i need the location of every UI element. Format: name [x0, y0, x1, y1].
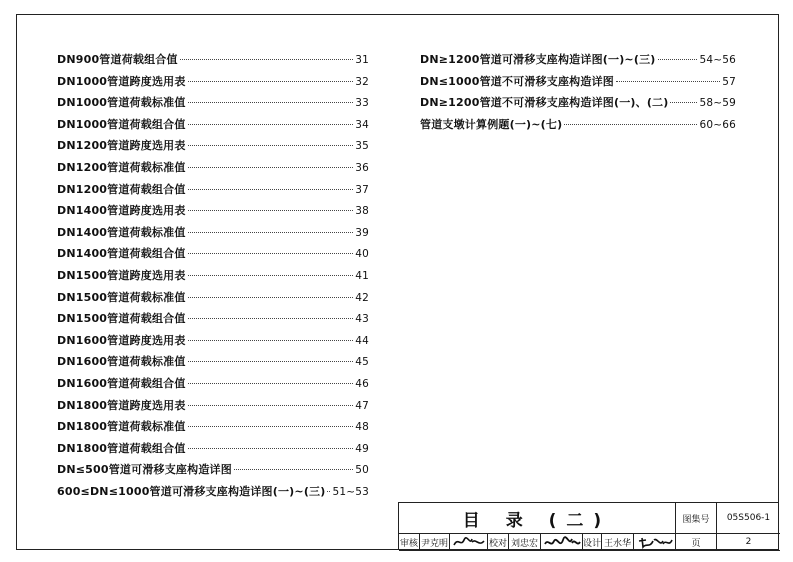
toc-entry-title: DN1600管道跨度选用表 — [57, 333, 186, 347]
toc-entry — [57, 73, 369, 95]
toc-entry-title: DN≤500管道可滑移支座构造详图 — [57, 463, 232, 477]
toc-entry-page: 50 — [355, 464, 369, 477]
designer-name: 王水华 — [602, 534, 634, 551]
toc-entry — [57, 332, 369, 354]
toc-entry — [57, 418, 369, 440]
toc-entry-title: DN≥1200管道不可滑移支座构造详图(一)、(二) — [420, 96, 669, 110]
toc-leader-dots — [658, 59, 698, 60]
toc-leader-dots — [188, 361, 354, 362]
toc-entry-page: 33 — [355, 97, 369, 110]
toc-entry-title: DN1800管道荷载标准值 — [57, 420, 186, 434]
toc-entry-page: 41 — [355, 269, 369, 282]
toc-entry-title: DN1400管道跨度选用表 — [57, 204, 186, 218]
reviewer-name: 尹克明 — [420, 534, 450, 551]
toc-entry — [420, 94, 736, 116]
toc-entry-page: 48 — [355, 421, 369, 434]
toc-entry-title: DN1400管道荷载组合值 — [57, 247, 186, 261]
toc-entry — [57, 310, 369, 332]
toc-entry-page: 37 — [355, 183, 369, 196]
toc-entry — [57, 224, 369, 246]
review-label: 审核 — [399, 534, 420, 551]
toc-leader-dots — [188, 102, 354, 103]
atlas-label: 图集号 — [676, 503, 717, 534]
toc-entry — [57, 116, 369, 138]
toc-left-column — [57, 51, 369, 504]
toc-entry-page: 58~59 — [699, 97, 736, 110]
toc-entry — [57, 202, 369, 224]
toc-entry-title: DN1200管道跨度选用表 — [57, 139, 186, 153]
toc-entry-title: DN1600管道荷载标准值 — [57, 355, 186, 369]
toc-entry — [57, 245, 369, 267]
toc-entry — [420, 116, 736, 138]
designer-signature — [634, 534, 676, 551]
toc-leader-dots — [188, 340, 354, 341]
toc-entry-title: 600≤DN≤1000管道可滑移支座构造详图(一)~(三) — [57, 484, 326, 498]
toc-entry-title: DN1800管道荷载组合值 — [57, 441, 186, 455]
toc-leader-dots — [188, 253, 354, 254]
toc-entry — [57, 94, 369, 116]
toc-entry-page: 35 — [355, 140, 369, 153]
toc-leader-dots — [188, 189, 354, 190]
toc-entry-page: 49 — [355, 442, 369, 455]
toc-entry-title: DN1200管道荷载组合值 — [57, 182, 186, 196]
toc-leader-dots — [616, 81, 720, 82]
atlas-number: 05S506-1 — [717, 503, 780, 534]
toc-leader-dots — [188, 426, 354, 427]
design-label: 设计 — [583, 534, 602, 551]
toc-entry — [57, 353, 369, 375]
toc-entry-page: 45 — [355, 356, 369, 369]
page-number: 2 — [717, 534, 780, 551]
toc-entry-title: DN≥1200管道可滑移支座构造详图(一)~(三) — [420, 53, 656, 66]
reviewer-signature — [450, 534, 488, 551]
toc-entry — [57, 267, 369, 289]
toc-entry-page: 40 — [355, 248, 369, 261]
toc-entry-page: 57 — [722, 75, 736, 88]
toc-entry — [57, 375, 369, 397]
toc-entry-title: DN1400管道荷载标准值 — [57, 225, 186, 239]
toc-entry-title: DN1800管道跨度选用表 — [57, 398, 186, 412]
toc-entry-title: DN1500管道跨度选用表 — [57, 268, 186, 282]
toc-leader-dots — [188, 145, 354, 146]
toc-entry-page: 38 — [355, 205, 369, 218]
toc-leader-dots — [188, 167, 354, 168]
toc-entry — [57, 397, 369, 419]
toc-leader-dots — [188, 448, 354, 449]
toc-entry-page: 47 — [355, 399, 369, 412]
toc-entry-page: 39 — [355, 226, 369, 239]
toc-entry-title: DN1200管道荷载标准值 — [57, 160, 186, 174]
toc-entry-page: 46 — [355, 377, 369, 390]
toc-entry — [57, 461, 369, 483]
toc-entry-page: 51~53 — [332, 485, 369, 498]
toc-entry — [57, 137, 369, 159]
toc-entry — [57, 181, 369, 203]
toc-right-column — [420, 51, 736, 137]
toc-leader-dots — [564, 124, 697, 125]
toc-entry-page: 32 — [355, 75, 369, 88]
toc-leader-dots — [670, 102, 697, 103]
title-block — [398, 502, 779, 550]
toc-leader-dots — [188, 210, 354, 211]
toc-entry-title: DN1000管道跨度选用表 — [57, 74, 186, 88]
toc-entry-title: DN1000管道荷载标准值 — [57, 96, 186, 110]
toc-entry-page: 42 — [355, 291, 369, 304]
toc-entry — [57, 483, 369, 505]
toc-leader-dots — [188, 232, 354, 233]
toc-leader-dots — [327, 491, 330, 492]
toc-entry-page: 36 — [355, 161, 369, 174]
toc-leader-dots — [188, 405, 354, 406]
toc-entry — [57, 440, 369, 462]
toc-entry — [420, 73, 736, 95]
toc-entry-title: DN1500管道荷载标准值 — [57, 290, 186, 304]
drawing-title: 目 录 (二) — [399, 503, 676, 534]
toc-entry-title: DN1000管道荷载组合值 — [57, 117, 186, 131]
toc-entry-page: 34 — [355, 118, 369, 131]
toc-leader-dots — [188, 124, 354, 125]
toc-entry-title: DN900管道荷载组合值 — [57, 53, 178, 66]
toc-leader-dots — [188, 275, 354, 276]
checker-signature — [541, 534, 583, 551]
toc-entry-page: 43 — [355, 313, 369, 326]
toc-leader-dots — [188, 297, 354, 298]
toc-entry-page: 54~56 — [699, 54, 736, 66]
toc-leader-dots — [188, 81, 354, 82]
toc-leader-dots — [188, 383, 354, 384]
toc-entry — [57, 51, 369, 73]
checker-name: 刘忠宏 — [509, 534, 541, 551]
toc-entry-title: DN1500管道荷载组合值 — [57, 312, 186, 326]
toc-leader-dots — [188, 318, 354, 319]
toc-entry — [57, 159, 369, 181]
toc-entry-page: 31 — [355, 54, 369, 66]
toc-entry-page: 44 — [355, 334, 369, 347]
check-label: 校对 — [488, 534, 509, 551]
toc-entry — [420, 51, 736, 73]
toc-leader-dots — [234, 469, 353, 470]
toc-leader-dots — [180, 59, 354, 60]
toc-entry-title: 管道支墩计算例题(一)~(七) — [420, 117, 563, 131]
page-label: 页 — [676, 534, 717, 551]
toc-entry-title: DN≤1000管道不可滑移支座构造详图 — [420, 74, 614, 88]
toc-entry-page: 60~66 — [699, 118, 736, 131]
toc-entry — [57, 289, 369, 311]
toc-entry-title: DN1600管道荷载组合值 — [57, 376, 186, 390]
